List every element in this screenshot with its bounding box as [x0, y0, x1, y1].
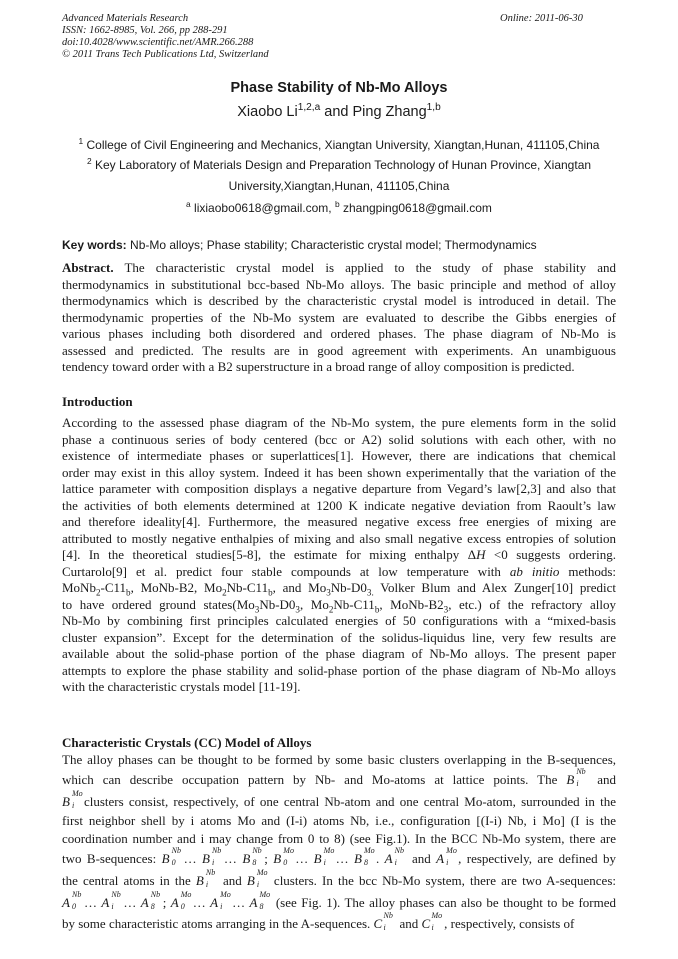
text-line: cluster expansion”. Except for the determination of the solidus-liquidus line, very few results are: [62, 629, 616, 645]
text-line: first neighbor shell by i atoms Mo and (I-i) atoms Nb, i.e., configuration [(I-i) Nb, i Mo] (I is the: [62, 813, 616, 829]
text-line: various phases including both disordered and ordered phases. The phase diagram of Nb-Mo is: [62, 326, 616, 341]
text-line: Key words: Nb-Mo alloys; Phase stability; Characteristic crystal model; Thermodynamics: [62, 238, 537, 252]
text-line: Abstract. The characteristic crystal model is applied to the study of phase stability and: [62, 260, 616, 275]
text-line: attempts to explore the phase stability and solid-phase portion of the phase diagram of Nb-Mo alloys: [62, 662, 616, 678]
text-line: to have ordered ground $states(Mo_3Nb-D0_3$, $Mo_2Nb-C11_b$, MoNb-$B2_3$, etc.) of the refractory alloy: [62, 596, 616, 615]
math-symbol: B Nb 0: [161, 845, 181, 867]
math-symbol: A Mo i: [436, 845, 457, 867]
text-line: [4]. In the theoretical studies[5-8], the estimate for mixing enthalpy ΔH <0 suggests ordering.: [62, 547, 616, 562]
journal-name: Advanced Materials Research: [62, 13, 189, 24]
text-line: lattice parameter with composition displays a negative departure from Vegard’s law[2,3] and also that: [62, 481, 616, 496]
text-line: coordination number and i may change from 0 to 8) (see Fig.1). In the BCC Nb-Mo system, there are: [62, 831, 616, 847]
text-line: thermodynamics which is described by the characteristic crystal model is introduced in detail. The: [62, 293, 616, 308]
math-symbol: B Nb i: [201, 845, 222, 867]
text-line: with the characteristic crystals model [11-19].: [62, 679, 301, 694]
text-line: $^a$ lixiaobo0618@gmail.com, $^b$ zhangping0618@gmail.com: [186, 199, 492, 215]
author-emails: [0, 201, 678, 215]
text-line: According to the assessed phase diagram of the Nb-Mo system, the pure elements form in the solid: [62, 415, 616, 430]
text-line: B Mo i clusters consist, respectively, of one central Nb-atom and one central Mo-atom, surrounded in the: [62, 791, 616, 813]
text-line: Xiaobo Li$^{1,2,a}$ and Ping Zhang$^{1,b}$: [237, 102, 441, 120]
math-symbol: B Mo 8: [354, 845, 375, 867]
text-line: assessed and predicted. The results are in good agreement with experiments. An unambiguous: [62, 342, 616, 358]
text-line: available about the solid-phase portion of the phase diagram of Nb-Mo alloys. The present paper: [62, 646, 616, 661]
cc-model-paragraph: [62, 751, 616, 935]
math-symbol: B Nb 8: [242, 845, 262, 867]
text-line: order may exist in this alloy system. Indeed it has been shown experimentally that the variation of the: [62, 464, 616, 480]
affiliation-2-cont: [0, 179, 678, 193]
math-symbol: C Mo i: [421, 911, 443, 933]
text-line: and therefore ideality[4]. Furthermore, the measured negative excess free energies of mixing are: [62, 514, 616, 529]
paper-title: Phase Stability of Nb-Mo Alloys: [230, 80, 448, 96]
text-line: the activities of both elements determined at 1200 K indicate negative deviation from Raoult’s law: [62, 497, 616, 513]
math-symbol: A Mo i: [210, 889, 231, 911]
text-line: thermodynamic properties of the Nb-Mo system are evaluated to describe the Gibbs energies of: [62, 309, 616, 325]
math-symbol: A Nb 8: [140, 889, 161, 911]
doi-link[interactable]: doi:10.4028/www.scientific.net/AMR.266.288: [62, 37, 254, 48]
math-symbol: C Nb i: [373, 911, 393, 933]
abstract-paragraph: [62, 260, 616, 376]
math-symbol: B Mo i: [62, 788, 83, 810]
online-date: Online: 2011-06-30: [500, 13, 583, 24]
text-line: $^1$ College of Civil Engineering and Mechanics, Xiangtan University, Xiangtan,Hunan, 411105,China: [78, 136, 600, 152]
text-line: $MoNb_2-C11_b$, MoNb-B2, $Mo_2Nb-C11_b$, and $Mo_3Nb-D0_{3.}$ Volker Blum and Alex Zunger[10] predict: [62, 580, 616, 598]
affiliation-2: [0, 158, 678, 172]
issn-info: ISSN: 1662-8985, Vol. 266, pp 288-291: [62, 25, 228, 36]
text-line: $^2$ Key Laboratory of Materials Design and Preparation Technology of Hunan Province, Xiangtan: [86, 156, 592, 172]
text-line: thermodynamics in substitutional bcc-based Nb-Mo alloys. The basic principle and method of alloy: [62, 276, 616, 292]
text-line: University,Xiangtan,Hunan, 411105,China: [228, 179, 450, 193]
math-symbol: A Nb i: [101, 889, 121, 911]
authors: [0, 104, 678, 120]
section-heading-cc-model: Characteristic Crystals (CC) Model of Alloys: [62, 735, 312, 750]
math-symbol: A Nb 0: [62, 889, 82, 911]
section-heading-introduction: Introduction: [62, 394, 133, 409]
text-line: which can describe occupation pattern by Nb- and Mo-atoms at lattice points. The B Nb i and: [62, 769, 616, 791]
math-symbol: B Nb i: [566, 766, 586, 788]
text-line: by some characteristic atoms arranging in the A-sequences. C Nb i and C Mo i , respectively, consists of: [62, 913, 616, 935]
affiliation-1: [0, 138, 678, 152]
math-symbol: B Nb i: [195, 867, 216, 889]
text-line: The alloy phases can be thought to be formed by some basic clusters overlapping in the B-sequences,: [62, 752, 616, 767]
math-symbol: A Mo 8: [249, 889, 271, 911]
text-line: Nb-Mo by combining first principles calculated energies of 50 configurations with a “mixed-basis: [62, 613, 616, 628]
math-symbol: B Mo i: [246, 867, 268, 889]
keywords: [62, 238, 537, 252]
math-symbol: B Mo i: [313, 845, 335, 867]
math-symbol: A Mo 0: [170, 889, 192, 911]
text-line: A Nb 0 … A Nb i … A Nb 8 ; A Mo 0 … A Mo i … A Mo 8 (see Fig. 1). The alloy phases can also be thought to be formed: [62, 892, 616, 914]
text-line: the central atoms in the B Nb i and B Mo i clusters. In the bcc Nb-Mo system, there are two A-sequences:: [62, 870, 616, 892]
text-line: existence of intermediate phases or superlattices[1]. However, there are indications that chemical: [62, 448, 616, 463]
text-line: attributed to mostly negative enthalpies of mixing and also small negative excess entropies of solution: [62, 530, 616, 546]
text-line: tendency toward order with a B2 superstructure in a broad range of alloy composition is predicted.: [62, 359, 575, 374]
copyright: © 2011 Trans Tech Publications Ltd, Switzerland: [62, 49, 269, 60]
math-symbol: A Nb i: [384, 845, 404, 867]
math-symbol: B Mo 0: [273, 845, 294, 867]
journal-header: [62, 13, 269, 61]
text-line: phase a continuous series of body centered (bcc or A2) solid solutions with each other, with no: [62, 431, 616, 447]
introduction-paragraph: [62, 415, 616, 696]
text-line: two B-sequences: B Nb 0 … B Nb i … B Nb 8 ; B Mo 0 … B Mo i … B Mo 8 . A Nb i and A Mo i , respectively, are defined by: [62, 848, 616, 870]
text-line: Curtarolo[9] et al. predict four stable compounds at low temperature with ab initio methods:: [62, 563, 616, 579]
